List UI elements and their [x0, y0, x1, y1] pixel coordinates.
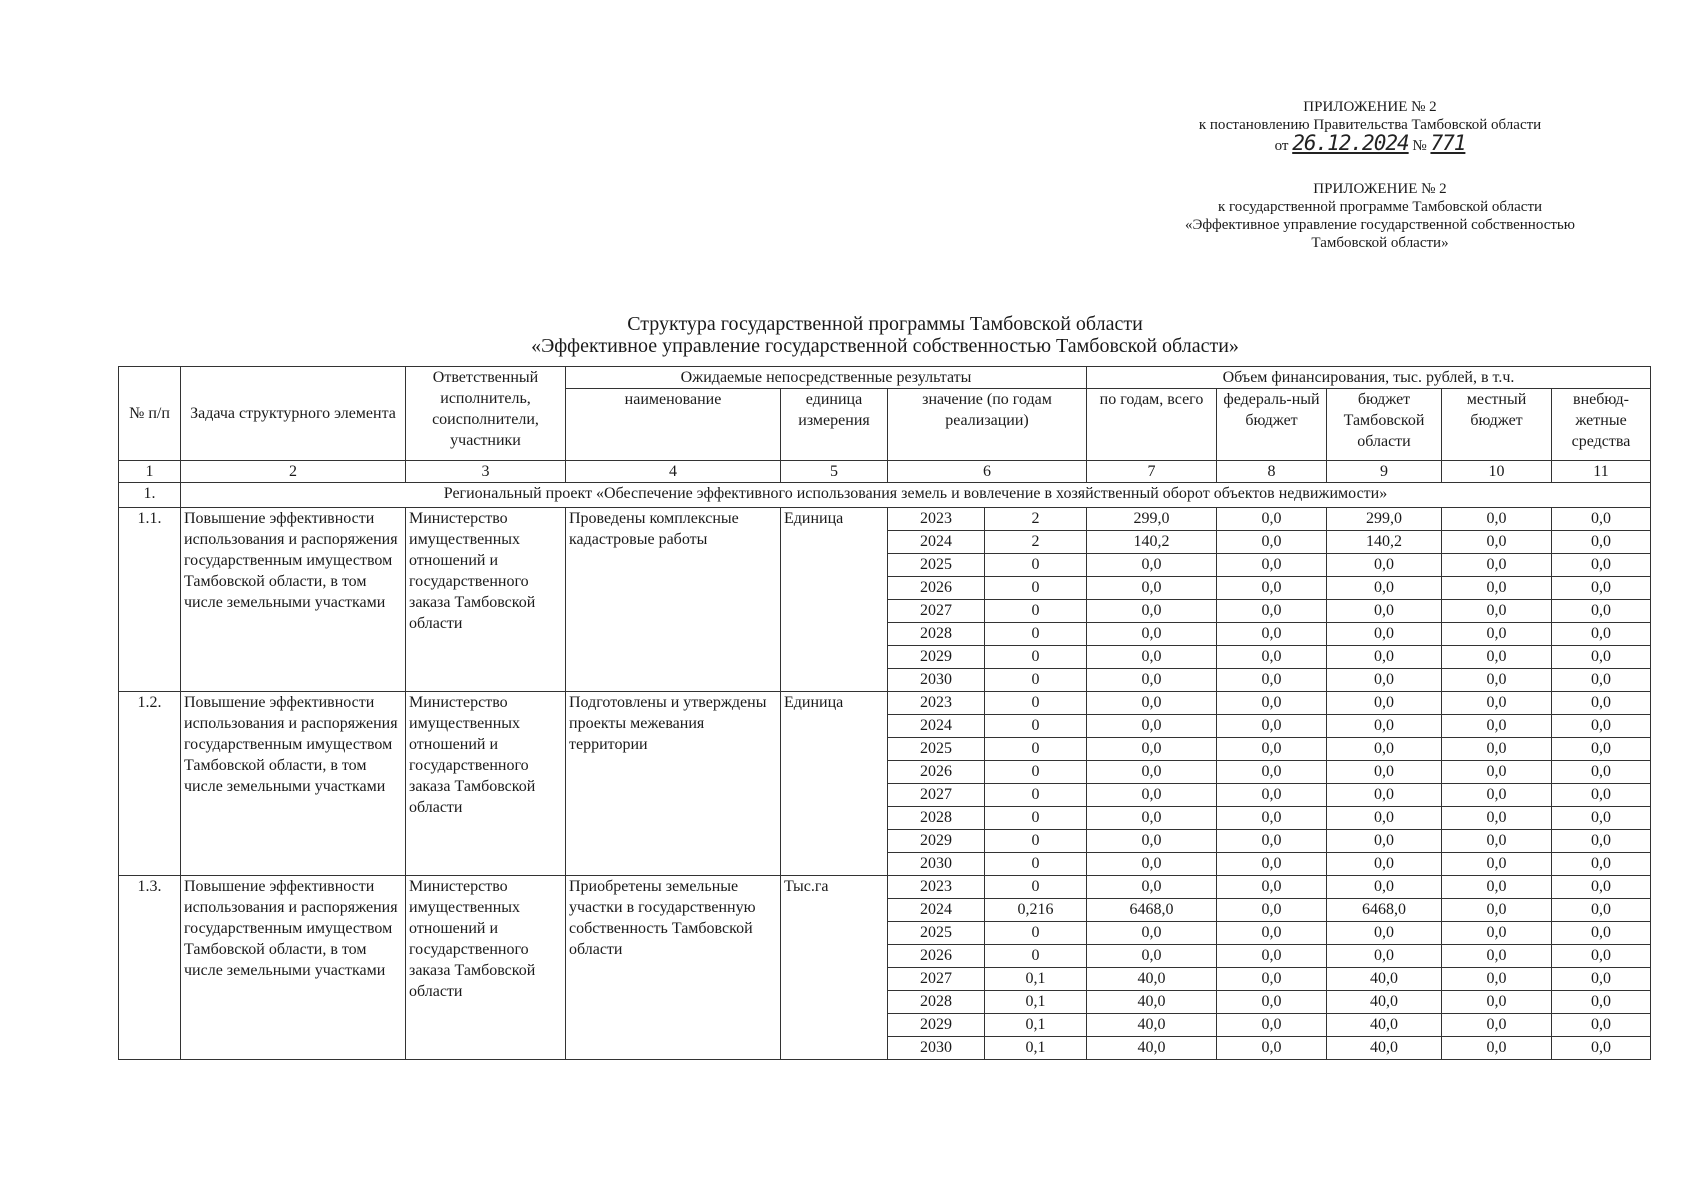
year-cell: 2026 [888, 761, 985, 784]
federal-cell: 0,0 [1217, 669, 1327, 692]
regional-cell: 140,2 [1327, 531, 1442, 554]
extra-cell: 0,0 [1552, 945, 1651, 968]
local-cell: 0,0 [1442, 577, 1552, 600]
extra-cell: 0,0 [1552, 968, 1651, 991]
document-title-line-1: Структура государственной программы Тамбовской области [627, 313, 1143, 335]
column-number: 3 [406, 461, 566, 483]
regional-cell: 40,0 [1327, 991, 1442, 1014]
local-cell: 0,0 [1442, 922, 1552, 945]
extra-cell: 0,0 [1552, 761, 1651, 784]
value-cell: 2 [985, 531, 1087, 554]
value-cell: 0 [985, 577, 1087, 600]
total-cell: 0,0 [1087, 945, 1217, 968]
local-cell: 0,0 [1442, 669, 1552, 692]
extra-cell: 0,0 [1552, 738, 1651, 761]
value-cell: 0 [985, 807, 1087, 830]
program-structure-table [118, 366, 1651, 1060]
appendix-program-line-3: Тамбовской области» [1311, 235, 1449, 251]
value-cell: 0 [985, 692, 1087, 715]
year-cell: 2025 [888, 738, 985, 761]
federal-cell: 0,0 [1217, 991, 1327, 1014]
federal-cell: 0,0 [1217, 531, 1327, 554]
total-cell: 0,0 [1087, 761, 1217, 784]
year-cell: 2029 [888, 830, 985, 853]
extra-cell: 0,0 [1552, 646, 1651, 669]
value-cell: 0 [985, 715, 1087, 738]
row-result: Приобретены земельные участки в государственную собственность Тамбовской области [566, 876, 781, 1060]
total-cell: 0,0 [1087, 922, 1217, 945]
federal-cell: 0,0 [1217, 1014, 1327, 1037]
extra-cell: 0,0 [1552, 554, 1651, 577]
appendix-program [1130, 180, 1630, 252]
regional-cell: 0,0 [1327, 876, 1442, 899]
row-num: 1.1. [119, 508, 181, 692]
extra-cell: 0,0 [1552, 784, 1651, 807]
year-cell: 2023 [888, 692, 985, 715]
total-cell: 299,0 [1087, 508, 1217, 531]
value-cell: 0 [985, 623, 1087, 646]
total-cell: 40,0 [1087, 968, 1217, 991]
document-title [120, 313, 1650, 357]
extra-cell: 0,0 [1552, 600, 1651, 623]
local-cell: 0,0 [1442, 945, 1552, 968]
year-cell: 2030 [888, 1037, 985, 1060]
document-title-line-2: «Эффективное управление государственной собственностью Тамбовской области» [531, 335, 1239, 357]
table-row [119, 692, 1651, 715]
column-number: 10 [1442, 461, 1552, 483]
value-cell: 0 [985, 738, 1087, 761]
local-cell: 0,0 [1442, 531, 1552, 554]
local-cell: 0,0 [1442, 784, 1552, 807]
year-cell: 2029 [888, 646, 985, 669]
extra-cell: 0,0 [1552, 991, 1651, 1014]
extra-cell: 0,0 [1552, 853, 1651, 876]
federal-cell: 0,0 [1217, 899, 1327, 922]
total-cell: 40,0 [1087, 1014, 1217, 1037]
regional-cell: 0,0 [1327, 577, 1442, 600]
year-cell: 2023 [888, 876, 985, 899]
federal-cell: 0,0 [1217, 1037, 1327, 1060]
year-cell: 2023 [888, 508, 985, 531]
column-number: 7 [1087, 461, 1217, 483]
header-federal: федераль-ный бюджет [1217, 389, 1327, 461]
section-row [119, 483, 1651, 508]
year-cell: 2028 [888, 991, 985, 1014]
regional-cell: 6468,0 [1327, 899, 1442, 922]
local-cell: 0,0 [1442, 554, 1552, 577]
total-cell: 40,0 [1087, 991, 1217, 1014]
federal-cell: 0,0 [1217, 922, 1327, 945]
column-number: 6 [888, 461, 1087, 483]
column-number: 1 [119, 461, 181, 483]
total-cell: 0,0 [1087, 853, 1217, 876]
total-cell: 40,0 [1087, 1037, 1217, 1060]
local-cell: 0,0 [1442, 508, 1552, 531]
federal-cell: 0,0 [1217, 876, 1327, 899]
federal-cell: 0,0 [1217, 623, 1327, 646]
year-cell: 2026 [888, 945, 985, 968]
regional-cell: 40,0 [1327, 1037, 1442, 1060]
year-cell: 2027 [888, 600, 985, 623]
row-task: Повышение эффективности использования и распоряжения государственным имуществом Тамбовской области, в том числе земельными участками [181, 692, 406, 876]
year-cell: 2026 [888, 577, 985, 600]
column-numbers-row [119, 461, 1651, 483]
header-unit: единица измерения [781, 389, 888, 461]
value-cell: 0 [985, 669, 1087, 692]
total-cell: 0,0 [1087, 577, 1217, 600]
total-cell: 0,0 [1087, 830, 1217, 853]
row-task: Повышение эффективности использования и распоряжения государственным имуществом Тамбовской области, в том числе земельными участками [181, 876, 406, 1060]
year-cell: 2025 [888, 922, 985, 945]
column-number: 4 [566, 461, 781, 483]
row-unit: Единица [781, 692, 888, 876]
appendix-program-line-1: к государственной программе Тамбовской области [1217, 199, 1543, 215]
value-cell: 0 [985, 830, 1087, 853]
federal-cell: 0,0 [1217, 761, 1327, 784]
header-finance-group: Объем финансирования, тыс. рублей, в т.ч. [1087, 367, 1651, 389]
local-cell: 0,0 [1442, 761, 1552, 784]
local-cell: 0,0 [1442, 646, 1552, 669]
value-cell: 0,216 [985, 899, 1087, 922]
row-result: Подготовлены и утверждены проекты межевания территории [566, 692, 781, 876]
extra-cell: 0,0 [1552, 1037, 1651, 1060]
regional-cell: 0,0 [1327, 623, 1442, 646]
header-result-name: наименование [566, 389, 781, 461]
local-cell: 0,0 [1442, 807, 1552, 830]
appendix-decree-title: ПРИЛОЖЕНИЕ № 2 [1303, 99, 1437, 115]
total-cell: 0,0 [1087, 807, 1217, 830]
local-cell: 0,0 [1442, 991, 1552, 1014]
column-number: 9 [1327, 461, 1442, 483]
year-cell: 2024 [888, 531, 985, 554]
column-number: 5 [781, 461, 888, 483]
total-cell: 0,0 [1087, 669, 1217, 692]
year-cell: 2029 [888, 1014, 985, 1037]
row-executor: Министерство имущественных отношений и государственного заказа Тамбовской области [406, 692, 566, 876]
regional-cell: 0,0 [1327, 853, 1442, 876]
total-cell: 0,0 [1087, 876, 1217, 899]
federal-cell: 0,0 [1217, 508, 1327, 531]
extra-cell: 0,0 [1552, 830, 1651, 853]
federal-cell: 0,0 [1217, 853, 1327, 876]
total-cell: 6468,0 [1087, 899, 1217, 922]
header-row-1 [119, 367, 1651, 389]
regional-cell: 0,0 [1327, 738, 1442, 761]
total-cell: 0,0 [1087, 692, 1217, 715]
local-cell: 0,0 [1442, 623, 1552, 646]
table-row [119, 876, 1651, 899]
value-cell: 0 [985, 554, 1087, 577]
regional-cell: 0,0 [1327, 646, 1442, 669]
extra-cell: 0,0 [1552, 876, 1651, 899]
handwritten-date: 26.12.2024 [1292, 131, 1409, 155]
federal-cell: 0,0 [1217, 600, 1327, 623]
value-cell: 0 [985, 761, 1087, 784]
regional-cell: 0,0 [1327, 669, 1442, 692]
column-number: 2 [181, 461, 406, 483]
federal-cell: 0,0 [1217, 945, 1327, 968]
federal-cell: 0,0 [1217, 968, 1327, 991]
federal-cell: 0,0 [1217, 692, 1327, 715]
header-total: по годам, всего [1087, 389, 1217, 461]
value-cell: 0,1 [985, 1014, 1087, 1037]
table-row [119, 508, 1651, 531]
year-cell: 2030 [888, 669, 985, 692]
extra-cell: 0,0 [1552, 807, 1651, 830]
number-label: № [1412, 138, 1427, 154]
regional-cell: 40,0 [1327, 968, 1442, 991]
total-cell: 0,0 [1087, 646, 1217, 669]
extra-cell: 0,0 [1552, 508, 1651, 531]
federal-cell: 0,0 [1217, 807, 1327, 830]
extra-cell: 0,0 [1552, 922, 1651, 945]
local-cell: 0,0 [1442, 600, 1552, 623]
federal-cell: 0,0 [1217, 554, 1327, 577]
section-title: Региональный проект «Обеспечение эффективного использования земель и вовлечение в хозяйственный оборот объектов недвижимости» [181, 483, 1651, 508]
handwritten-number: 771 [1430, 131, 1466, 155]
value-cell: 0,1 [985, 968, 1087, 991]
header-local: местный бюджет [1442, 389, 1552, 461]
year-cell: 2025 [888, 554, 985, 577]
value-cell: 0 [985, 922, 1087, 945]
local-cell: 0,0 [1442, 738, 1552, 761]
value-cell: 0,1 [985, 1037, 1087, 1060]
regional-cell: 299,0 [1327, 508, 1442, 531]
section-num: 1. [119, 483, 181, 508]
regional-cell: 0,0 [1327, 945, 1442, 968]
extra-cell: 0,0 [1552, 899, 1651, 922]
total-cell: 0,0 [1087, 554, 1217, 577]
local-cell: 0,0 [1442, 830, 1552, 853]
regional-cell: 0,0 [1327, 784, 1442, 807]
header-value: значение (по годам реализации) [888, 389, 1087, 461]
regional-cell: 40,0 [1327, 1014, 1442, 1037]
regional-cell: 0,0 [1327, 807, 1442, 830]
value-cell: 0 [985, 876, 1087, 899]
row-result: Проведены комплексные кадастровые работы [566, 508, 781, 692]
regional-cell: 0,0 [1327, 830, 1442, 853]
extra-cell: 0,0 [1552, 715, 1651, 738]
column-number: 11 [1552, 461, 1651, 483]
local-cell: 0,0 [1442, 1037, 1552, 1060]
regional-cell: 0,0 [1327, 761, 1442, 784]
year-cell: 2030 [888, 853, 985, 876]
regional-cell: 0,0 [1327, 600, 1442, 623]
local-cell: 0,0 [1442, 899, 1552, 922]
header-results-group: Ожидаемые непосредственные результаты [566, 367, 1087, 389]
value-cell: 0 [985, 600, 1087, 623]
federal-cell: 0,0 [1217, 646, 1327, 669]
appendix-program-title: ПРИЛОЖЕНИЕ № 2 [1313, 181, 1447, 197]
total-cell: 0,0 [1087, 623, 1217, 646]
total-cell: 140,2 [1087, 531, 1217, 554]
federal-cell: 0,0 [1217, 738, 1327, 761]
year-cell: 2024 [888, 899, 985, 922]
total-cell: 0,0 [1087, 784, 1217, 807]
row-num: 1.3. [119, 876, 181, 1060]
header-regional: бюджет Тамбовской области [1327, 389, 1442, 461]
total-cell: 0,0 [1087, 715, 1217, 738]
total-cell: 0,0 [1087, 738, 1217, 761]
local-cell: 0,0 [1442, 692, 1552, 715]
local-cell: 0,0 [1442, 715, 1552, 738]
year-cell: 2027 [888, 784, 985, 807]
column-number: 8 [1217, 461, 1327, 483]
extra-cell: 0,0 [1552, 1014, 1651, 1037]
value-cell: 0,1 [985, 991, 1087, 1014]
federal-cell: 0,0 [1217, 830, 1327, 853]
row-task: Повышение эффективности использования и распоряжения государственным имуществом Тамбовской области, в том числе земельными участками [181, 508, 406, 692]
extra-cell: 0,0 [1552, 531, 1651, 554]
value-cell: 0 [985, 646, 1087, 669]
row-num: 1.2. [119, 692, 181, 876]
appendix-decree-date-line [1110, 131, 1630, 155]
from-label: от [1274, 138, 1289, 154]
year-cell: 2028 [888, 807, 985, 830]
extra-cell: 0,0 [1552, 669, 1651, 692]
year-cell: 2027 [888, 968, 985, 991]
federal-cell: 0,0 [1217, 784, 1327, 807]
value-cell: 0 [985, 945, 1087, 968]
federal-cell: 0,0 [1217, 715, 1327, 738]
regional-cell: 0,0 [1327, 554, 1442, 577]
value-cell: 0 [985, 853, 1087, 876]
extra-cell: 0,0 [1552, 692, 1651, 715]
local-cell: 0,0 [1442, 876, 1552, 899]
year-cell: 2028 [888, 623, 985, 646]
row-executor: Министерство имущественных отношений и государственного заказа Тамбовской области [406, 876, 566, 1060]
federal-cell: 0,0 [1217, 577, 1327, 600]
header-num: № п/п [119, 367, 181, 461]
header-extra: внебюд-жетные средства [1552, 389, 1651, 461]
header-executor: Ответственный исполнитель, соисполнители, участники [406, 367, 566, 461]
year-cell: 2024 [888, 715, 985, 738]
extra-cell: 0,0 [1552, 577, 1651, 600]
local-cell: 0,0 [1442, 1014, 1552, 1037]
local-cell: 0,0 [1442, 968, 1552, 991]
extra-cell: 0,0 [1552, 623, 1651, 646]
regional-cell: 0,0 [1327, 922, 1442, 945]
regional-cell: 0,0 [1327, 715, 1442, 738]
row-unit: Тыс.га [781, 876, 888, 1060]
value-cell: 2 [985, 508, 1087, 531]
row-executor: Министерство имущественных отношений и государственного заказа Тамбовской области [406, 508, 566, 692]
regional-cell: 0,0 [1327, 692, 1442, 715]
value-cell: 0 [985, 784, 1087, 807]
appendix-decree [1110, 98, 1630, 155]
header-task: Задача структурного элемента [181, 367, 406, 461]
row-unit: Единица [781, 508, 888, 692]
appendix-decree-line: к постановлению Правительства Тамбовской области [1198, 117, 1542, 133]
total-cell: 0,0 [1087, 600, 1217, 623]
local-cell: 0,0 [1442, 853, 1552, 876]
appendix-program-line-2: «Эффективное управление государственной собственностью [1185, 217, 1575, 233]
